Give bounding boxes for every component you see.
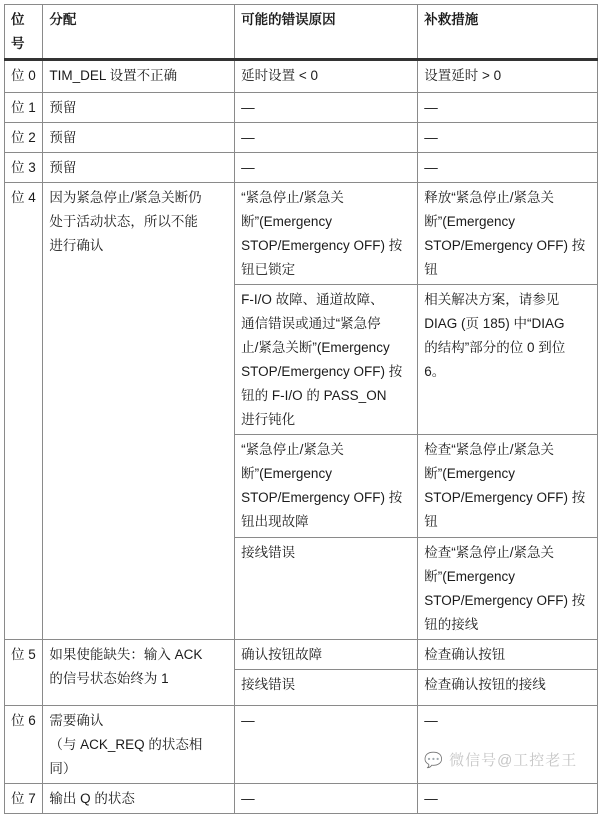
bit-cell: 位 5 xyxy=(5,640,43,706)
bit-cell: 位 1 xyxy=(5,93,43,123)
assignment-cell: 需要确认 （与 ACK_REQ 的状态相 同） xyxy=(43,706,235,784)
table-row xyxy=(5,93,598,123)
assignment-cell: 预留 xyxy=(43,123,235,153)
chat-bubble-icon: 💬 xyxy=(424,752,450,769)
remedy-cell xyxy=(418,706,598,784)
assignment-cell: 如果使能缺失：输入 ACK 的信号状态始终为 1 xyxy=(43,640,235,706)
header-assignment: 分配 xyxy=(43,5,235,60)
cause-cell: 延时设置 < 0 xyxy=(235,60,418,93)
cause-cell: — xyxy=(235,123,418,153)
bit-assignment-table xyxy=(4,4,598,814)
remedy-cell: 相关解决方案，请参见 DIAG (页 185) 中“DIAG 的结构”部分的位 0 到位 6。 xyxy=(418,285,598,435)
cause-cell: — xyxy=(235,784,418,814)
table-row xyxy=(5,153,598,183)
cause-cell: “紧急停止/紧急关 断”(Emergency STOP/Emergency OFF) 按 钮已锁定 xyxy=(235,183,418,285)
cause-cell: 确认按钮故障 xyxy=(235,640,418,670)
bit-cell: 位 7 xyxy=(5,784,43,814)
bit-cell: 位 3 xyxy=(5,153,43,183)
remedy-cell: 检查确认按钮的接线 xyxy=(418,670,598,706)
remedy-cell: 检查“紧急停止/紧急关 断”(Emergency STOP/Emergency OFF) 按 钮的接线 xyxy=(418,538,598,640)
cause-cell: — xyxy=(235,153,418,183)
cause-cell: 接线错误 xyxy=(235,538,418,640)
remedy-cell: 检查确认按钮 xyxy=(418,640,598,670)
remedy-cell: 释放“紧急停止/紧急关 断”(Emergency STOP/Emergency OFF) 按 钮 xyxy=(418,183,598,285)
cause-cell: “紧急停止/紧急关 断”(Emergency STOP/Emergency OFF) 按 钮出现故障 xyxy=(235,435,418,538)
bit-cell: 位 4 xyxy=(5,183,43,640)
assignment-cell: TIM_DEL 设置不正确 xyxy=(43,60,235,93)
table-row xyxy=(5,123,598,153)
assignment-cell: 预留 xyxy=(43,93,235,123)
bit-cell: 位 2 xyxy=(5,123,43,153)
remedy-cell: 设置延时 > 0 xyxy=(418,60,598,93)
table-row xyxy=(5,784,598,814)
bit-cell: 位 6 xyxy=(5,706,43,784)
remedy-cell: — xyxy=(418,153,598,183)
header-cause: 可能的错误原因 xyxy=(235,5,418,60)
remedy-cell: — xyxy=(418,784,598,814)
cause-cell: 接线错误 xyxy=(235,670,418,706)
table-row xyxy=(5,60,598,93)
watermark-text: 微信号@工控老王 xyxy=(449,752,578,769)
table-row xyxy=(5,706,598,784)
remedy-cell: — xyxy=(418,93,598,123)
cause-cell: F-I/O 故障、通道故障、 通信错误或通过“紧急停 止/紧急关断”(Emergency STOP/Emergency OFF) 按 钮的 F-I/O 的 PASS_ON 进行钝化 xyxy=(235,285,418,435)
header-row xyxy=(5,5,598,60)
cause-cell: — xyxy=(235,706,418,784)
assignment-cell: 输出 Q 的状态 xyxy=(43,784,235,814)
remedy-cell: 检查“紧急停止/紧急关 断”(Emergency STOP/Emergency OFF) 按 钮 xyxy=(418,435,598,538)
remedy-cell: — xyxy=(418,123,598,153)
table-row xyxy=(5,640,598,670)
remedy-text: — xyxy=(424,713,438,728)
bit-cell: 位 0 xyxy=(5,60,43,93)
cause-cell: — xyxy=(235,93,418,123)
assignment-cell: 因为紧急停止/紧急关断仍 处于活动状态，所以不能 进行确认 xyxy=(43,183,235,640)
header-bit: 位号 xyxy=(5,5,43,60)
header-remedy: 补救措施 xyxy=(418,5,598,60)
assignment-cell: 预留 xyxy=(43,153,235,183)
watermark xyxy=(424,751,591,771)
table-row xyxy=(5,183,598,285)
